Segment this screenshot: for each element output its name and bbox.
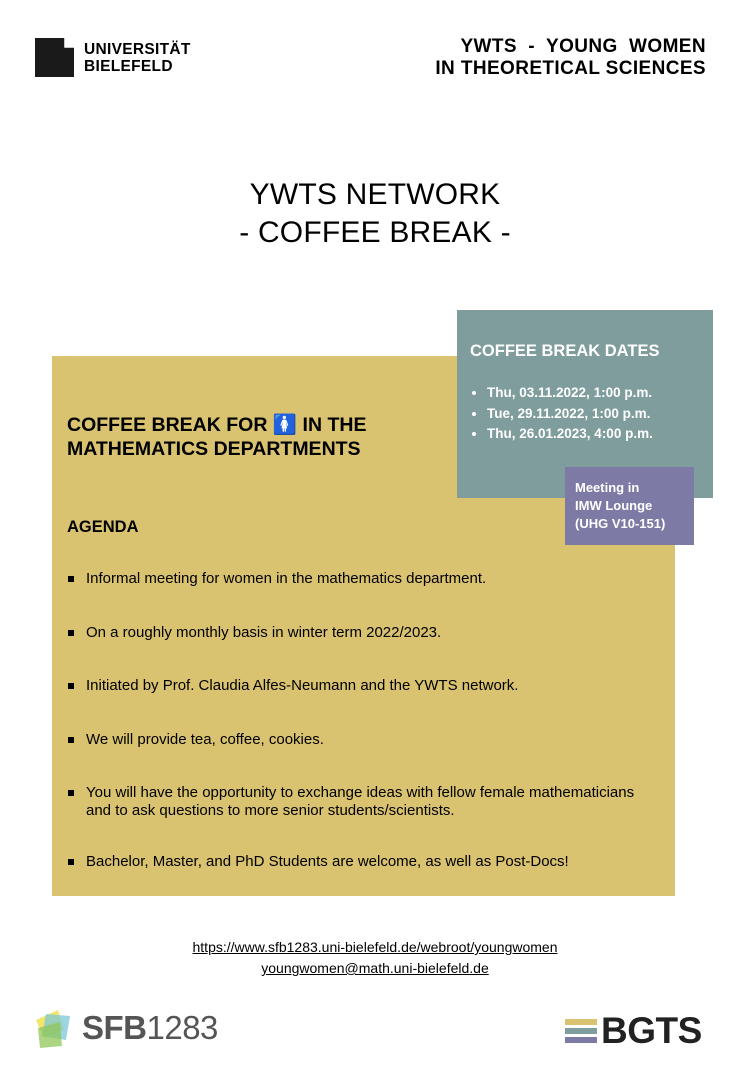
square-bullet-icon — [68, 576, 74, 582]
agenda-item: On a roughly monthly basis in winter term 2022/2023. — [68, 624, 648, 642]
square-bullet-icon — [68, 859, 74, 865]
sfb-logo-mark-icon — [34, 1006, 78, 1050]
date-item: Tue, 29.11.2022, 1:00 p.m. — [470, 404, 653, 425]
title-line-2: - COFFEE BREAK - — [239, 216, 511, 249]
bgts-logo-text: BGTS — [601, 1010, 702, 1051]
bgts-logo — [565, 1010, 702, 1052]
agenda-item: Informal meeting for women in the mathematics department. — [68, 570, 648, 588]
page-title — [0, 176, 750, 252]
email-link[interactable]: youngwomen@math.uni-bielefeld.de — [261, 960, 489, 976]
agenda-heading: AGENDA — [67, 518, 139, 536]
square-bullet-icon — [68, 790, 74, 796]
date-item: Thu, 03.11.2022, 1:00 p.m. — [470, 383, 653, 404]
sfb-logo-number: 1283 — [146, 1009, 218, 1046]
section-heading-line-1: COFFEE BREAK FOR 🚺 IN THE — [67, 414, 367, 436]
dates-heading: COFFEE BREAK DATES — [470, 342, 660, 360]
contact-links — [0, 937, 750, 979]
section-heading-line-2: MATHEMATICS DEPARTMENTS — [67, 438, 361, 460]
square-bullet-icon — [68, 630, 74, 636]
location-line-3: (UHG V10-151) — [575, 516, 666, 531]
location-line-1: Meeting in — [575, 480, 640, 495]
bgts-bars-icon — [565, 1018, 597, 1045]
ywts-header-line-2: IN THEORETICAL SCIENCES — [435, 58, 706, 79]
ywts-header — [435, 36, 706, 80]
universitaet-bielefeld-logo — [35, 38, 191, 77]
agenda-item: Initiated by Prof. Claudia Alfes-Neumann and the YWTS network. — [68, 677, 648, 695]
date-item: Thu, 26.01.2023, 4:00 p.m. — [470, 424, 653, 445]
website-link[interactable]: https://www.sfb1283.uni-bielefeld.de/webroot/youngwomen — [192, 939, 558, 955]
square-bullet-icon — [68, 683, 74, 689]
agenda-item: Bachelor, Master, and PhD Students are welcome, as well as Post-Docs! — [68, 853, 648, 871]
uni-logo-mark-icon — [35, 38, 74, 77]
dates-list — [470, 383, 653, 445]
location-text — [575, 479, 690, 533]
ywts-header-line-1: YWTS - YOUNG WOMEN — [460, 36, 706, 57]
uni-logo-text — [84, 41, 191, 75]
sfb-logo-text — [82, 1009, 218, 1047]
uni-line-2: BIELEFELD — [84, 57, 173, 75]
square-bullet-icon — [68, 737, 74, 743]
agenda-item: We will provide tea, coffee, cookies. — [68, 731, 648, 749]
sfb-1283-logo — [34, 1006, 218, 1050]
title-line-1: YWTS NETWORK — [249, 178, 501, 211]
uni-line-1: UNIVERSITÄT — [84, 40, 191, 58]
section-heading — [67, 413, 366, 461]
agenda-item: You will have the opportunity to exchange ideas with fellow female mathematicians and to ask questions to more senior students/scientists. — [68, 784, 648, 820]
sfb-logo-text-bold: SFB — [82, 1009, 147, 1046]
location-line-2: IMW Lounge — [575, 498, 653, 513]
